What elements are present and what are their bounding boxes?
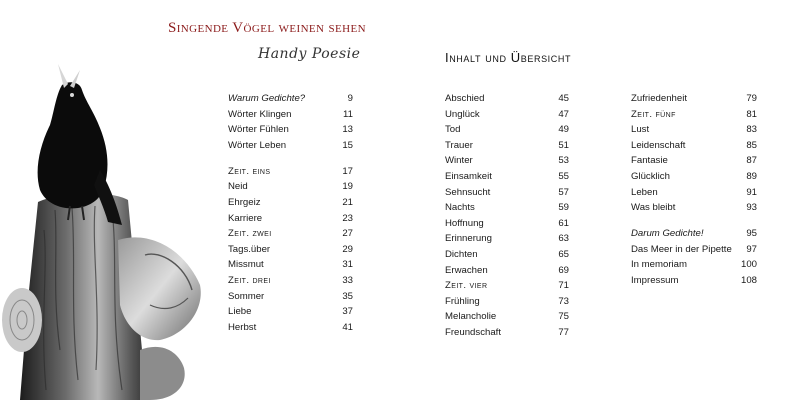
toc-column-1: [228, 91, 353, 335]
toc-entry-page-number: 108: [740, 275, 757, 287]
toc-entry-title: Wörter Leben: [228, 139, 287, 151]
toc-entry: [228, 91, 353, 107]
toc-entry-title: Zeit. drei: [228, 275, 271, 287]
toc-entry-page-number: 51: [558, 139, 569, 151]
toc-entry-title: Trauer: [445, 139, 473, 151]
toc-entry: [445, 278, 569, 294]
toc-entry-page-number: 83: [746, 124, 757, 136]
toc-entry-page-number: 9: [347, 93, 353, 104]
blackbird-on-tree-stump-photo: [0, 50, 215, 400]
toc-entry-title: Glücklich: [631, 170, 670, 182]
toc-entry: [228, 107, 353, 123]
toc-entry-page-number: 57: [558, 186, 569, 198]
toc-entry-page-number: 59: [558, 202, 569, 214]
toc-entry-page-number: 79: [746, 93, 757, 104]
toc-entry: [631, 185, 757, 201]
toc-entry: [228, 242, 353, 258]
toc-entry-title: Warum Gedichte?: [228, 93, 306, 104]
book-title: Singende Vögel weinen sehen: [168, 20, 366, 36]
toc-entry: [445, 200, 569, 216]
toc-entry: [445, 231, 569, 247]
toc-entry-page-number: 89: [746, 170, 757, 182]
toc-entry-title: Hoffnung: [445, 217, 484, 229]
toc-entry: [631, 122, 757, 138]
toc-entry-page-number: 35: [342, 290, 353, 302]
toc-entry-page-number: 65: [558, 248, 569, 260]
toc-entry-page-number: 87: [746, 155, 757, 167]
toc-entry: [445, 91, 569, 107]
toc-entry: [228, 179, 353, 195]
toc-entry-page-number: 71: [558, 280, 569, 292]
toc-entry-title: Wörter Klingen: [228, 108, 292, 120]
toc-entry: [445, 216, 569, 232]
toc-entry-page-number: 55: [558, 170, 569, 182]
toc-entry-page-number: 69: [558, 264, 569, 276]
toc-entry-title: Tod: [445, 124, 461, 136]
toc-entry: [631, 153, 757, 169]
toc-entry: [228, 320, 353, 336]
toc-entry: [631, 273, 757, 289]
toc-entry-page-number: 41: [342, 321, 353, 333]
toc-entry: [445, 309, 569, 325]
toc-entry: [228, 273, 353, 289]
toc-entry: [445, 263, 569, 279]
toc-entry: [445, 138, 569, 154]
toc-entry-title: Impressum: [631, 275, 679, 287]
toc-entry-page-number: 31: [342, 259, 353, 271]
toc-entry-title: Frühling: [445, 295, 480, 307]
toc-entry-title: Wörter Fühlen: [228, 124, 289, 136]
toc-entry-title: Dichten: [445, 248, 478, 260]
toc-entry-page-number: 19: [342, 181, 353, 193]
toc-entry-page-number: 11: [343, 108, 353, 120]
toc-entry: [445, 169, 569, 185]
toc-entry: [445, 325, 569, 341]
toc-entry-page-number: 93: [746, 202, 757, 214]
toc-entry-page-number: 61: [558, 217, 569, 229]
toc-entry-title: Zeit. fünf: [631, 108, 676, 120]
toc-entry: [228, 211, 353, 227]
toc-entry-title: Ehrgeiz: [228, 197, 261, 209]
toc-entry: [228, 122, 353, 138]
toc-entry-page-number: 45: [558, 93, 569, 104]
toc-entry-title: Leidenschaft: [631, 139, 686, 151]
toc-entry: [228, 138, 353, 154]
toc-entry-page-number: 63: [558, 233, 569, 245]
toc-entry: [445, 185, 569, 201]
toc-entry-page-number: 77: [558, 326, 569, 338]
toc-entry-page-number: 33: [342, 275, 353, 287]
toc-entry: [631, 138, 757, 154]
toc-entry: [445, 107, 569, 123]
toc-entry-title: Liebe: [228, 306, 252, 318]
toc-entry-page-number: 27: [342, 228, 353, 240]
toc-entry: [631, 226, 757, 242]
toc-entry-title: Karriere: [228, 212, 263, 224]
toc-entry: [445, 153, 569, 169]
toc-entry-title: Sommer: [228, 290, 265, 302]
toc-entry-page-number: 81: [746, 108, 757, 120]
toc-entry: [228, 257, 353, 273]
toc-entry-title: Winter: [445, 155, 473, 167]
toc-entry-title: Herbst: [228, 321, 257, 333]
toc-entry: [631, 169, 757, 185]
book-subtitle: Handy Poesie: [258, 46, 361, 62]
toc-entry-title: Missmut: [228, 259, 264, 271]
toc-entry-page-number: 53: [558, 155, 569, 167]
toc-entry-title: Leben: [631, 186, 658, 198]
toc-entry: [631, 242, 757, 258]
toc-entry-title: Melancholie: [445, 311, 497, 323]
toc-entry-title: Zufriedenheit: [631, 93, 687, 104]
toc-entry-page-number: 85: [746, 139, 757, 151]
toc-entry: [631, 107, 757, 123]
toc-entry-page-number: 29: [342, 243, 353, 255]
toc-entry: [228, 164, 353, 180]
toc-heading: Inhalt und Übersicht: [445, 50, 572, 65]
toc-entry-page-number: 95: [746, 228, 757, 240]
toc-entry-title: Neid: [228, 181, 248, 193]
toc-entry-title: Zeit. zwei: [228, 228, 272, 240]
toc-entry-page-number: 17: [342, 165, 353, 177]
toc-entry-title: Einsamkeit: [445, 170, 492, 182]
toc-entry-page-number: 100: [740, 259, 757, 271]
toc-entry-page-number: 47: [558, 108, 569, 120]
toc-entry-title: Erwachen: [445, 264, 488, 276]
toc-entry-page-number: 75: [558, 311, 569, 323]
toc-entry-title: Was bleibt: [631, 202, 676, 214]
toc-entry-page-number: 23: [342, 212, 353, 224]
toc-entry-page-number: 91: [746, 186, 757, 198]
toc-entry-title: Das Meer in der Pipette: [631, 243, 732, 255]
toc-entry: [445, 294, 569, 310]
toc-entry: [445, 122, 569, 138]
toc-column-3: [631, 91, 757, 289]
toc-entry-title: Lust: [631, 124, 650, 136]
toc-entry: [228, 226, 353, 242]
toc-entry-title: Zeit. vier: [445, 280, 488, 292]
toc-entry-page-number: 15: [342, 139, 353, 151]
toc-entry: [631, 257, 757, 273]
toc-entry-page-number: 37: [342, 306, 353, 318]
toc-entry-page-number: 97: [746, 243, 757, 255]
toc-entry-title: Fantasie: [631, 155, 668, 167]
toc-entry-page-number: 21: [342, 197, 353, 209]
toc-entry-title: Darum Gedichte!: [631, 228, 704, 240]
toc-entry: [445, 247, 569, 263]
toc-entry-title: Nachts: [445, 202, 475, 214]
toc-entry-title: Zeit. eins: [228, 165, 271, 177]
toc-column-2: [445, 91, 569, 341]
toc-entry-title: Abschied: [445, 93, 485, 104]
toc-entry-page-number: 73: [558, 295, 569, 307]
toc-entry-title: Tags.über: [228, 243, 271, 255]
toc-entry-title: In memoriam: [631, 259, 687, 271]
toc-entry-page-number: 49: [558, 124, 569, 136]
toc-entry-page-number: 13: [342, 124, 353, 136]
toc-entry: [631, 200, 757, 216]
toc-entry: [228, 195, 353, 211]
toc-entry: [631, 91, 757, 107]
toc-entry: [228, 304, 353, 320]
toc-entry-title: Freundschaft: [445, 326, 501, 338]
toc-entry: [228, 289, 353, 305]
toc-entry-title: Sehnsucht: [445, 186, 491, 198]
toc-entry-title: Unglück: [445, 108, 480, 120]
toc-entry-title: Erinnerung: [445, 233, 492, 245]
